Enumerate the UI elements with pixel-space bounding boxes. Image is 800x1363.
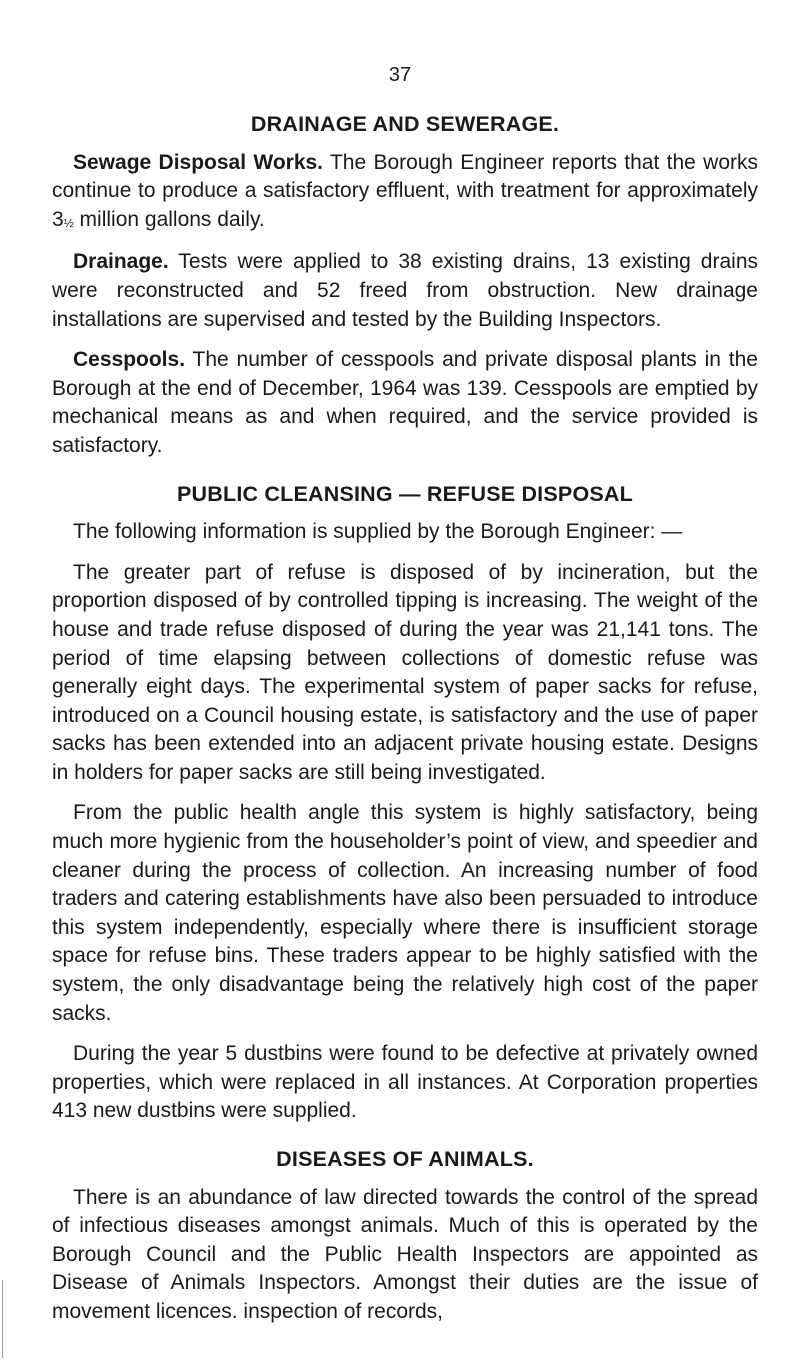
paragraph-cleansing-intro: The following information is supplied by the Borough Engineer: — xyxy=(73,520,683,544)
paragraph-sewage-disposal xyxy=(52,149,758,237)
section-heading-drainage: DRAINAGE AND SEWERAGE. xyxy=(250,112,560,136)
section-heading-animals: DISEASES OF ANIMALS. xyxy=(276,1147,534,1171)
paragraph-cesspools xyxy=(52,346,758,460)
page-body xyxy=(52,110,758,1327)
run-in-title-cesspools: Cesspools. xyxy=(73,348,186,372)
page-number: 37 xyxy=(388,64,412,86)
drainage-text: Tests were applied to 38 existing drains, 13 existing drains were reconstructed and 52 freed from obstruction. New drainage installations are supervised and tested by the Building Inspectors. xyxy=(52,250,758,331)
paragraph-public-health-angle: From the public health angle this system is highly satisfactory, being much more hygienic from the householder’s point of view, and speedier and cleaner during the process of collection. An increasing number of food traders and catering establishments have also been persuaded to introduce this system independently, especially where there is insufficient storage space for refuse bins. These traders appear to be highly satisfied with the system, the only disadvantage being the relatively high cost of the paper sacks. xyxy=(52,801,758,1025)
paragraph-drainage xyxy=(52,248,758,334)
paragraph-animal-diseases: There is an abundance of law directed towards the control of the spread of infectious diseases amongst animals. Much of this is operated by the Borough Council and the Public Health Inspectors are appointed as Disease of Animals Inspectors. Amongst their duties are the issue of movement licences. inspection of records, xyxy=(52,1185,758,1323)
fraction-half: ½ xyxy=(63,215,74,230)
sewage-text-part2: million gallons daily. xyxy=(73,207,265,231)
run-in-title-sewage: Sewage Disposal Works. xyxy=(73,150,324,174)
cesspools-text: The number of cesspools and private disposal plants in the Borough at the end of December, 1964 was 139. Cesspools are emptied by mechanical means as and when required, and the service provided is satisfactory. xyxy=(52,348,758,457)
section-heading-cleansing: PUBLIC CLEANSING — REFUSE DISPOSAL xyxy=(177,481,633,506)
run-in-title-drainage: Drainage. xyxy=(73,250,169,274)
sewage-text-part1: The Borough Engineer reports that the works continue to produce a satisfactory effluent, with treatment for approximately 3 xyxy=(52,150,758,231)
paragraph-refuse-disposal: The greater part of refuse is disposed of by incineration, but the proportion disposed of by controlled tipping is increasing. The weight of the house and trade refuse disposed of during the year was 21,141 tons. The period of time elapsing between collections of domestic refuse was generally eight days. The experimental system of paper sacks for refuse, introduced on a Council housing estate, is satisfactory and the use of paper sacks has been extended into an adjacent private housing estate. Designs in holders for paper sacks are still being investigated. xyxy=(52,560,758,784)
page-edge-line xyxy=(2,1280,3,1358)
paragraph-dustbins: During the year 5 dustbins were found to be defective at privately owned properties, which were replaced in all instances. At Corporation properties 413 new dustbins were supplied. xyxy=(52,1042,758,1123)
